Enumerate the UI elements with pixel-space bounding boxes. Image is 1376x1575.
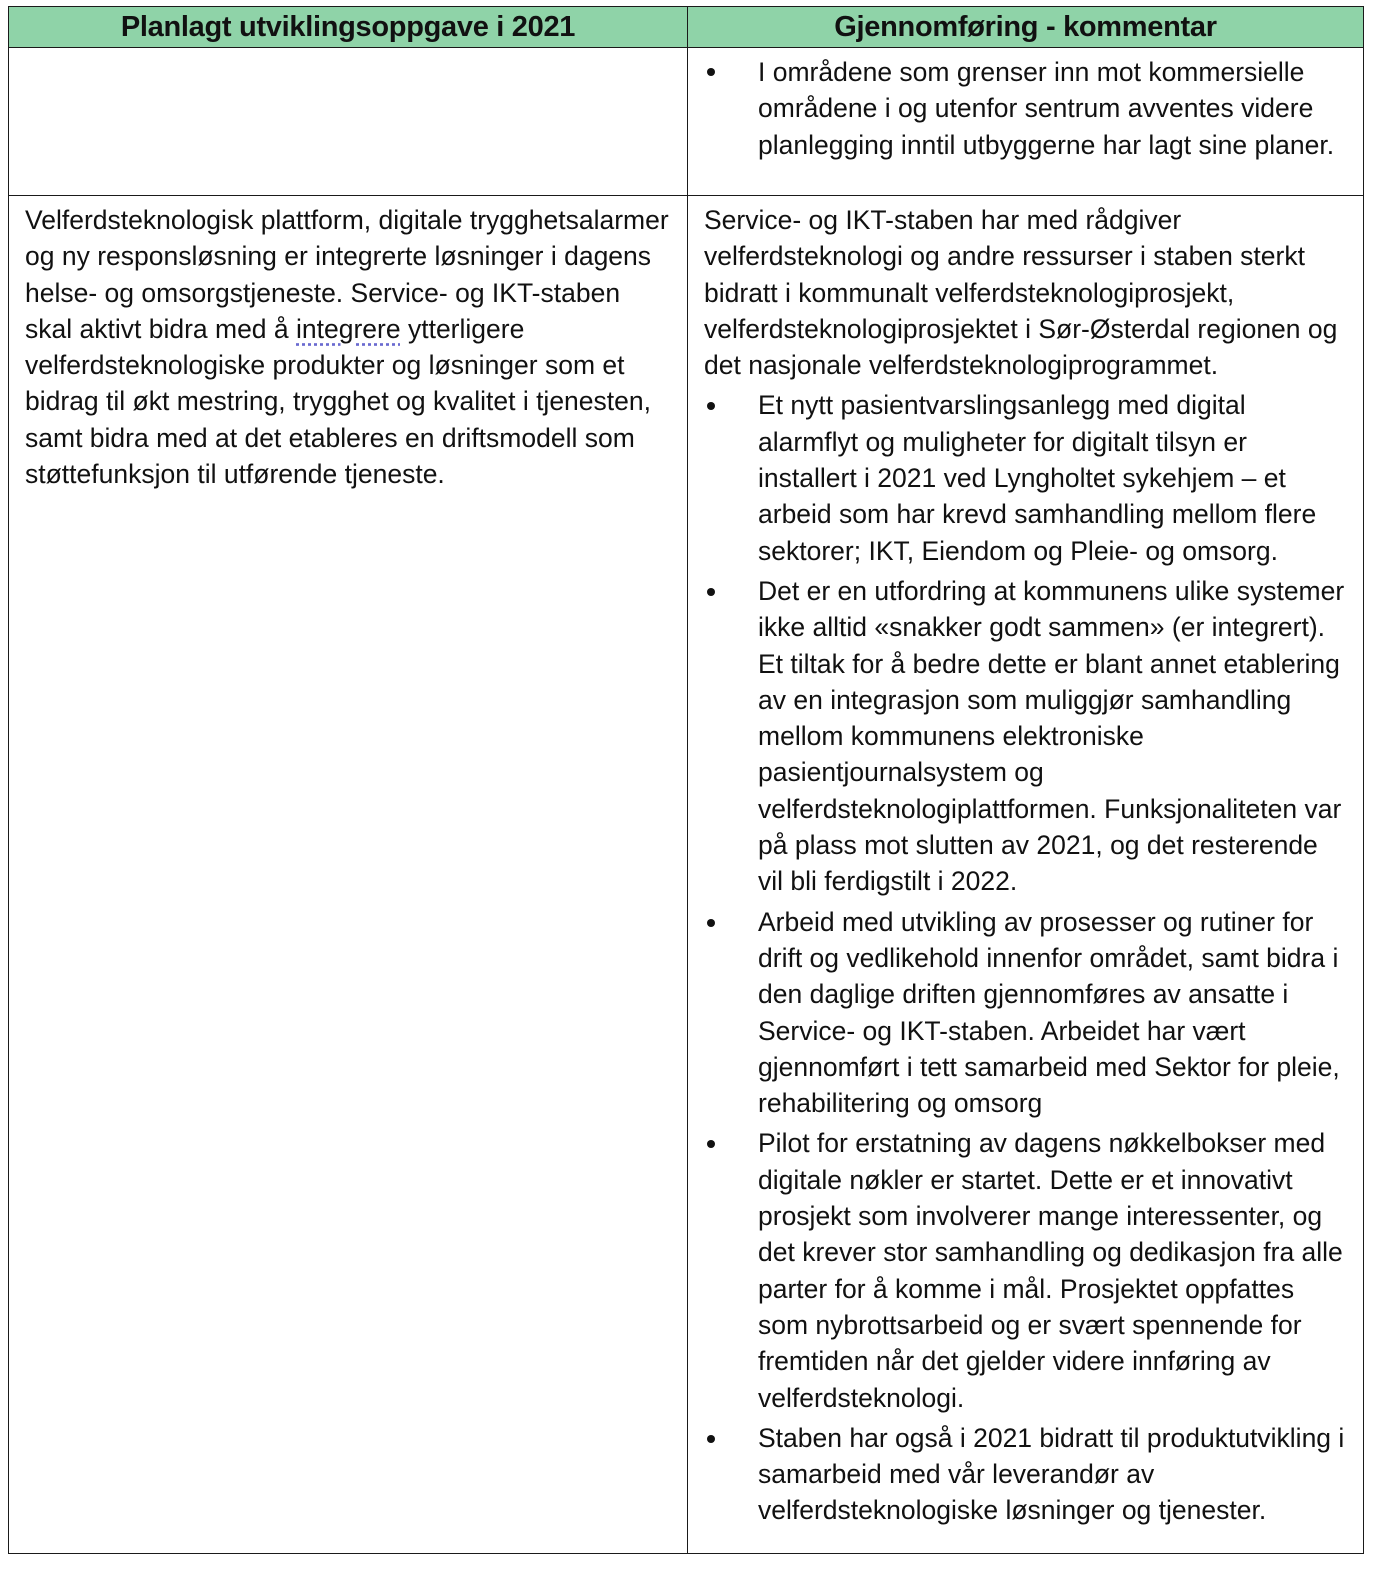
bullet-icon: [707, 1435, 715, 1443]
bullet-icon: [707, 402, 715, 410]
comment-bullet-text: Staben har også i 2021 bidratt til produktutvikling i samarbeid med vår leverandør av velferdsteknologiske løsninger og tjenester.: [758, 1422, 1345, 1526]
comment-bullet-item: [704, 904, 1349, 1122]
comment-intro: Service- og IKT-staben har med rådgiver velferdsteknologi og andre ressurser i staben sterkt bidratt i kommunalt velferdsteknologiprosjekt, velferdsteknologiprosjektet i Sør-Østerdal regionen og det nasjonale velferdsteknologiprogrammet.: [704, 205, 1338, 381]
comment-bullet-list: [704, 387, 1349, 1528]
table-header-row: [9, 7, 1364, 48]
table-row: [9, 196, 1364, 1554]
comment-bullet-text: Arbeid med utvikling av prosesser og rutiner for drift og vedlikehold innenfor området, samt bidra i den daglige driften gjennomføres av ansatte i Service- og IKT-staben. Arbeidet har vært gjennomført i tett samarbeid med Sektor for pleie, rehabilitering og omsorg: [758, 906, 1340, 1119]
comment-bullet-text: Det er en utfordring at kommunens ulike systemer ikke alltid «snakker godt sammen» (er integrert). Et tiltak for å bedre dette er blant annet etablering av en integrasjon som muliggjør samhandling mellom kommunens elektroniske pasientjournalsystem og velferdsteknologiplattformen. Funksjonaliteten var på plass mot slutten av 2021, og det resterende vil bli ferdigstilt i 2022.: [758, 575, 1345, 897]
comment-bullet-item: [704, 1420, 1349, 1529]
task-text-start: Velferdsteknologisk plattform, digitale trygghetsalarmer og ny responsløsning er integrerte løsninger i dagens helse- og omsorgstjeneste. Service- og IKT-staben skal aktivt bidra med å: [25, 205, 669, 344]
table-row: [9, 48, 1364, 196]
comment-bullet-text: Et nytt pasientvarslingsanlegg med digital alarmflyt og muligheter for digitalt tilsyn er installert i 2021 ved Lyngholtet sykehjem – et arbeid som har krevd samhandling mellom flere sektorer; IKT, Eiendom og Pleie- og omsorg.: [758, 390, 1317, 566]
comment-cell: [688, 48, 1364, 196]
task-text-end: ytterligere velferdsteknologiske produkter og løsninger som et bidrag til økt mestring, trygghet og kvalitet i tjenesten, samt bidra med at det etableres en driftsmodell som støttefunksjon til utførende tjeneste.: [25, 313, 651, 490]
task-cell-empty: [9, 48, 688, 196]
task-text-underlined: integrere: [296, 313, 401, 344]
bullet-icon: [707, 919, 715, 927]
header-planned-task: Planlagt utviklingsoppgave i 2021: [9, 7, 688, 48]
bullet-icon: [707, 588, 715, 596]
comment-bullet-list: [704, 54, 1349, 163]
task-description: [25, 202, 673, 492]
comment-bullet-item: [704, 54, 1349, 163]
comment-bullet-item: [704, 1125, 1349, 1415]
bullet-icon: [707, 68, 715, 76]
bullet-icon: [707, 1140, 715, 1148]
comment-bullet-text: Pilot for erstatning av dagens nøkkelbokser med digitale nøkler er startet. Dette er et innovativt prosjekt som involverer mange interessenter, og det krever stor samhandling og dedikasjon fra alle parter for å komme i mål. Prosjektet oppfattes som nybrottsarbeid og er svært spennende for fremtiden når det gjelder videre innføring av velferdsteknologi.: [758, 1128, 1343, 1413]
comment-cell: [688, 196, 1364, 1554]
header-implementation-comment: Gjennomføring - kommentar: [688, 7, 1364, 48]
comment-bullet-text: I områdene som grenser inn mot kommersielle områdene i og utenfor sentrum avventes videre planlegging inntil utbyggerne har lagt sine planer.: [758, 57, 1335, 160]
comment-bullet-item: [704, 387, 1349, 568]
task-cell: [9, 196, 688, 1554]
development-tasks-table: [8, 6, 1364, 1554]
comment-bullet-item: [704, 573, 1349, 900]
